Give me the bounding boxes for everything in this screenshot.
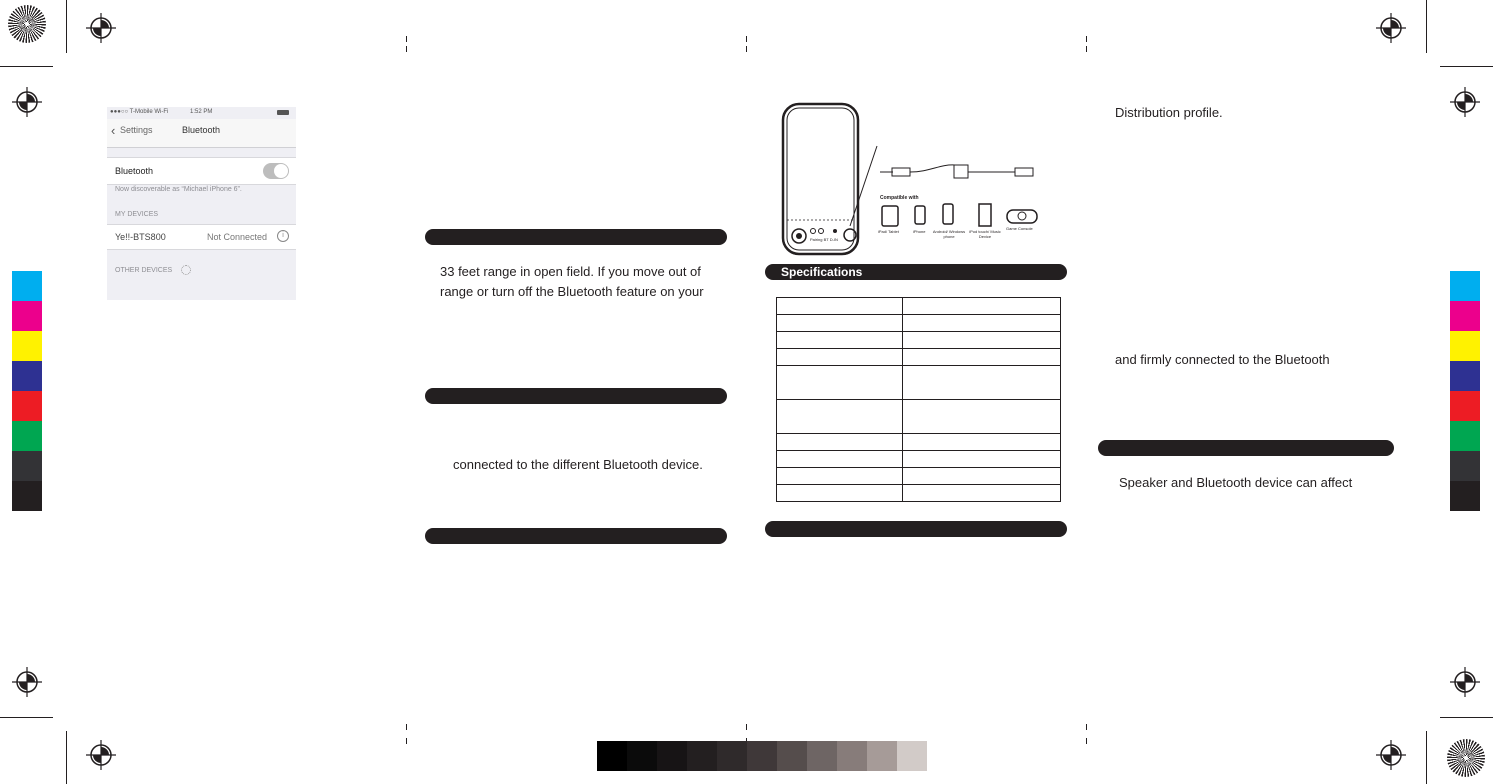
- device-label: iPod touch/ Music Device: [969, 229, 1001, 239]
- nav-title: Bluetooth: [182, 125, 221, 135]
- section-header-bar: [425, 229, 727, 245]
- color-swatch: [12, 481, 42, 511]
- fold-mark: [406, 36, 407, 42]
- star-target-icon: [1447, 739, 1485, 777]
- color-swatch: [1450, 271, 1480, 301]
- speaker-illustration: [780, 102, 1060, 258]
- color-swatch: [12, 271, 42, 301]
- status-time: 1:52 PM: [190, 109, 213, 115]
- color-swatch: [1450, 451, 1480, 481]
- table-row: [777, 366, 1061, 400]
- fold-mark: [406, 738, 407, 744]
- crop-mark: [66, 0, 67, 53]
- registration-mark-icon: [12, 87, 42, 117]
- interference-text: Speaker and Bluetooth device can affect: [1119, 475, 1353, 490]
- gray-swatch: [777, 741, 807, 771]
- color-swatch: [12, 331, 42, 361]
- section-header-bar: [425, 528, 727, 544]
- port-labels: Pairing BT D-IN: [810, 237, 838, 242]
- gray-swatch: [867, 741, 897, 771]
- color-swatch: [1450, 361, 1480, 391]
- phone-bluetooth-screenshot: [107, 107, 296, 300]
- crop-mark: [0, 717, 53, 718]
- section-header-bar: [1098, 440, 1394, 456]
- battery-icon: [277, 110, 289, 115]
- fold-mark: [746, 36, 747, 42]
- table-row: [777, 349, 1061, 366]
- back-button[interactable]: Settings: [120, 125, 153, 135]
- gray-swatch: [807, 741, 837, 771]
- fold-mark: [406, 724, 407, 730]
- specifications-header: [765, 264, 1067, 280]
- color-swatch: [12, 451, 42, 481]
- color-swatch: [12, 421, 42, 451]
- crop-mark: [1440, 717, 1493, 718]
- gray-swatch: [897, 741, 927, 771]
- table-row: [777, 434, 1061, 451]
- color-swatch: [1450, 421, 1480, 451]
- color-swatch: [1450, 391, 1480, 421]
- registration-mark-icon: [86, 740, 116, 770]
- device-label: Android/ Windows phone: [932, 229, 966, 239]
- fold-mark: [406, 46, 407, 52]
- registration-mark-icon: [1450, 667, 1480, 697]
- color-bar-right: [1450, 271, 1480, 511]
- gray-swatch: [837, 741, 867, 771]
- connected-bluetooth-text: and firmly connected to the Bluetooth: [1115, 352, 1330, 367]
- color-swatch: [1450, 301, 1480, 331]
- device-label: iPad/ Tablet: [878, 229, 899, 234]
- color-swatch: [12, 301, 42, 331]
- color-bar-left: [12, 271, 42, 511]
- device-status: Not Connected: [207, 232, 268, 242]
- gray-swatch: [657, 741, 687, 771]
- range-text-line1: 33 feet range in open field. If you move out of: [440, 264, 701, 279]
- table-row: [777, 400, 1061, 434]
- other-devices-header: OTHER DEVICES: [115, 267, 173, 274]
- crop-mark: [1426, 731, 1427, 784]
- color-swatch: [12, 391, 42, 421]
- gray-swatch: [597, 741, 627, 771]
- compatible-with-label: Compatible with: [880, 195, 919, 201]
- gray-swatch: [627, 741, 657, 771]
- registration-mark-icon: [12, 667, 42, 697]
- section-header-bar: [425, 388, 727, 404]
- section-header-bar: [765, 521, 1067, 537]
- star-target-icon: [8, 5, 46, 43]
- bluetooth-row: [107, 157, 296, 185]
- connected-text: connected to the different Bluetooth device.: [453, 457, 703, 472]
- device-row[interactable]: [107, 224, 296, 250]
- registration-mark-icon: [1376, 740, 1406, 770]
- crop-mark: [0, 66, 53, 67]
- gray-scale-strip: [597, 741, 927, 771]
- fold-mark: [1086, 724, 1087, 730]
- crop-mark: [1426, 0, 1427, 53]
- registration-mark-icon: [1376, 13, 1406, 43]
- table-row: [777, 451, 1061, 468]
- color-swatch: [12, 361, 42, 391]
- chevron-left-icon[interactable]: ‹: [111, 123, 116, 138]
- gray-swatch: [687, 741, 717, 771]
- status-bar: [107, 107, 296, 119]
- device-name: Ye!!-BTS800: [115, 232, 166, 242]
- fold-mark: [1086, 738, 1087, 744]
- distribution-text: Distribution profile.: [1115, 105, 1223, 120]
- crop-mark: [1440, 66, 1493, 67]
- status-carrier: ●●●○○ T-Mobile Wi-Fi: [110, 109, 169, 115]
- fold-mark: [1086, 36, 1087, 42]
- registration-mark-icon: [86, 13, 116, 43]
- discoverable-text: Now discoverable as “Michael iPhone 6”.: [115, 186, 242, 193]
- table-row: [777, 315, 1061, 332]
- table-row: [777, 332, 1061, 349]
- fold-mark: [746, 724, 747, 730]
- gray-swatch: [717, 741, 747, 771]
- table-row: [777, 298, 1061, 315]
- specifications-table: [776, 297, 1061, 502]
- fold-mark: [746, 46, 747, 52]
- my-devices-header: MY DEVICES: [115, 211, 159, 218]
- table-row: [777, 468, 1061, 485]
- info-icon[interactable]: i: [277, 230, 289, 242]
- fold-mark: [1086, 46, 1087, 52]
- registration-mark-icon: [1450, 87, 1480, 117]
- specifications-title: Specifications: [781, 265, 863, 279]
- table-row: [777, 485, 1061, 502]
- loading-spinner-icon: [181, 265, 191, 275]
- color-swatch: [1450, 481, 1480, 511]
- nav-bar: [107, 119, 296, 148]
- crop-mark: [66, 731, 67, 784]
- device-label: iPhone: [913, 229, 926, 234]
- device-label: Game Console: [1006, 226, 1033, 231]
- gray-swatch: [747, 741, 777, 771]
- bluetooth-toggle[interactable]: [263, 163, 289, 179]
- color-swatch: [1450, 331, 1480, 361]
- bluetooth-label: Bluetooth: [115, 166, 154, 176]
- range-text-line2: range or turn off the Bluetooth feature on your: [440, 284, 704, 299]
